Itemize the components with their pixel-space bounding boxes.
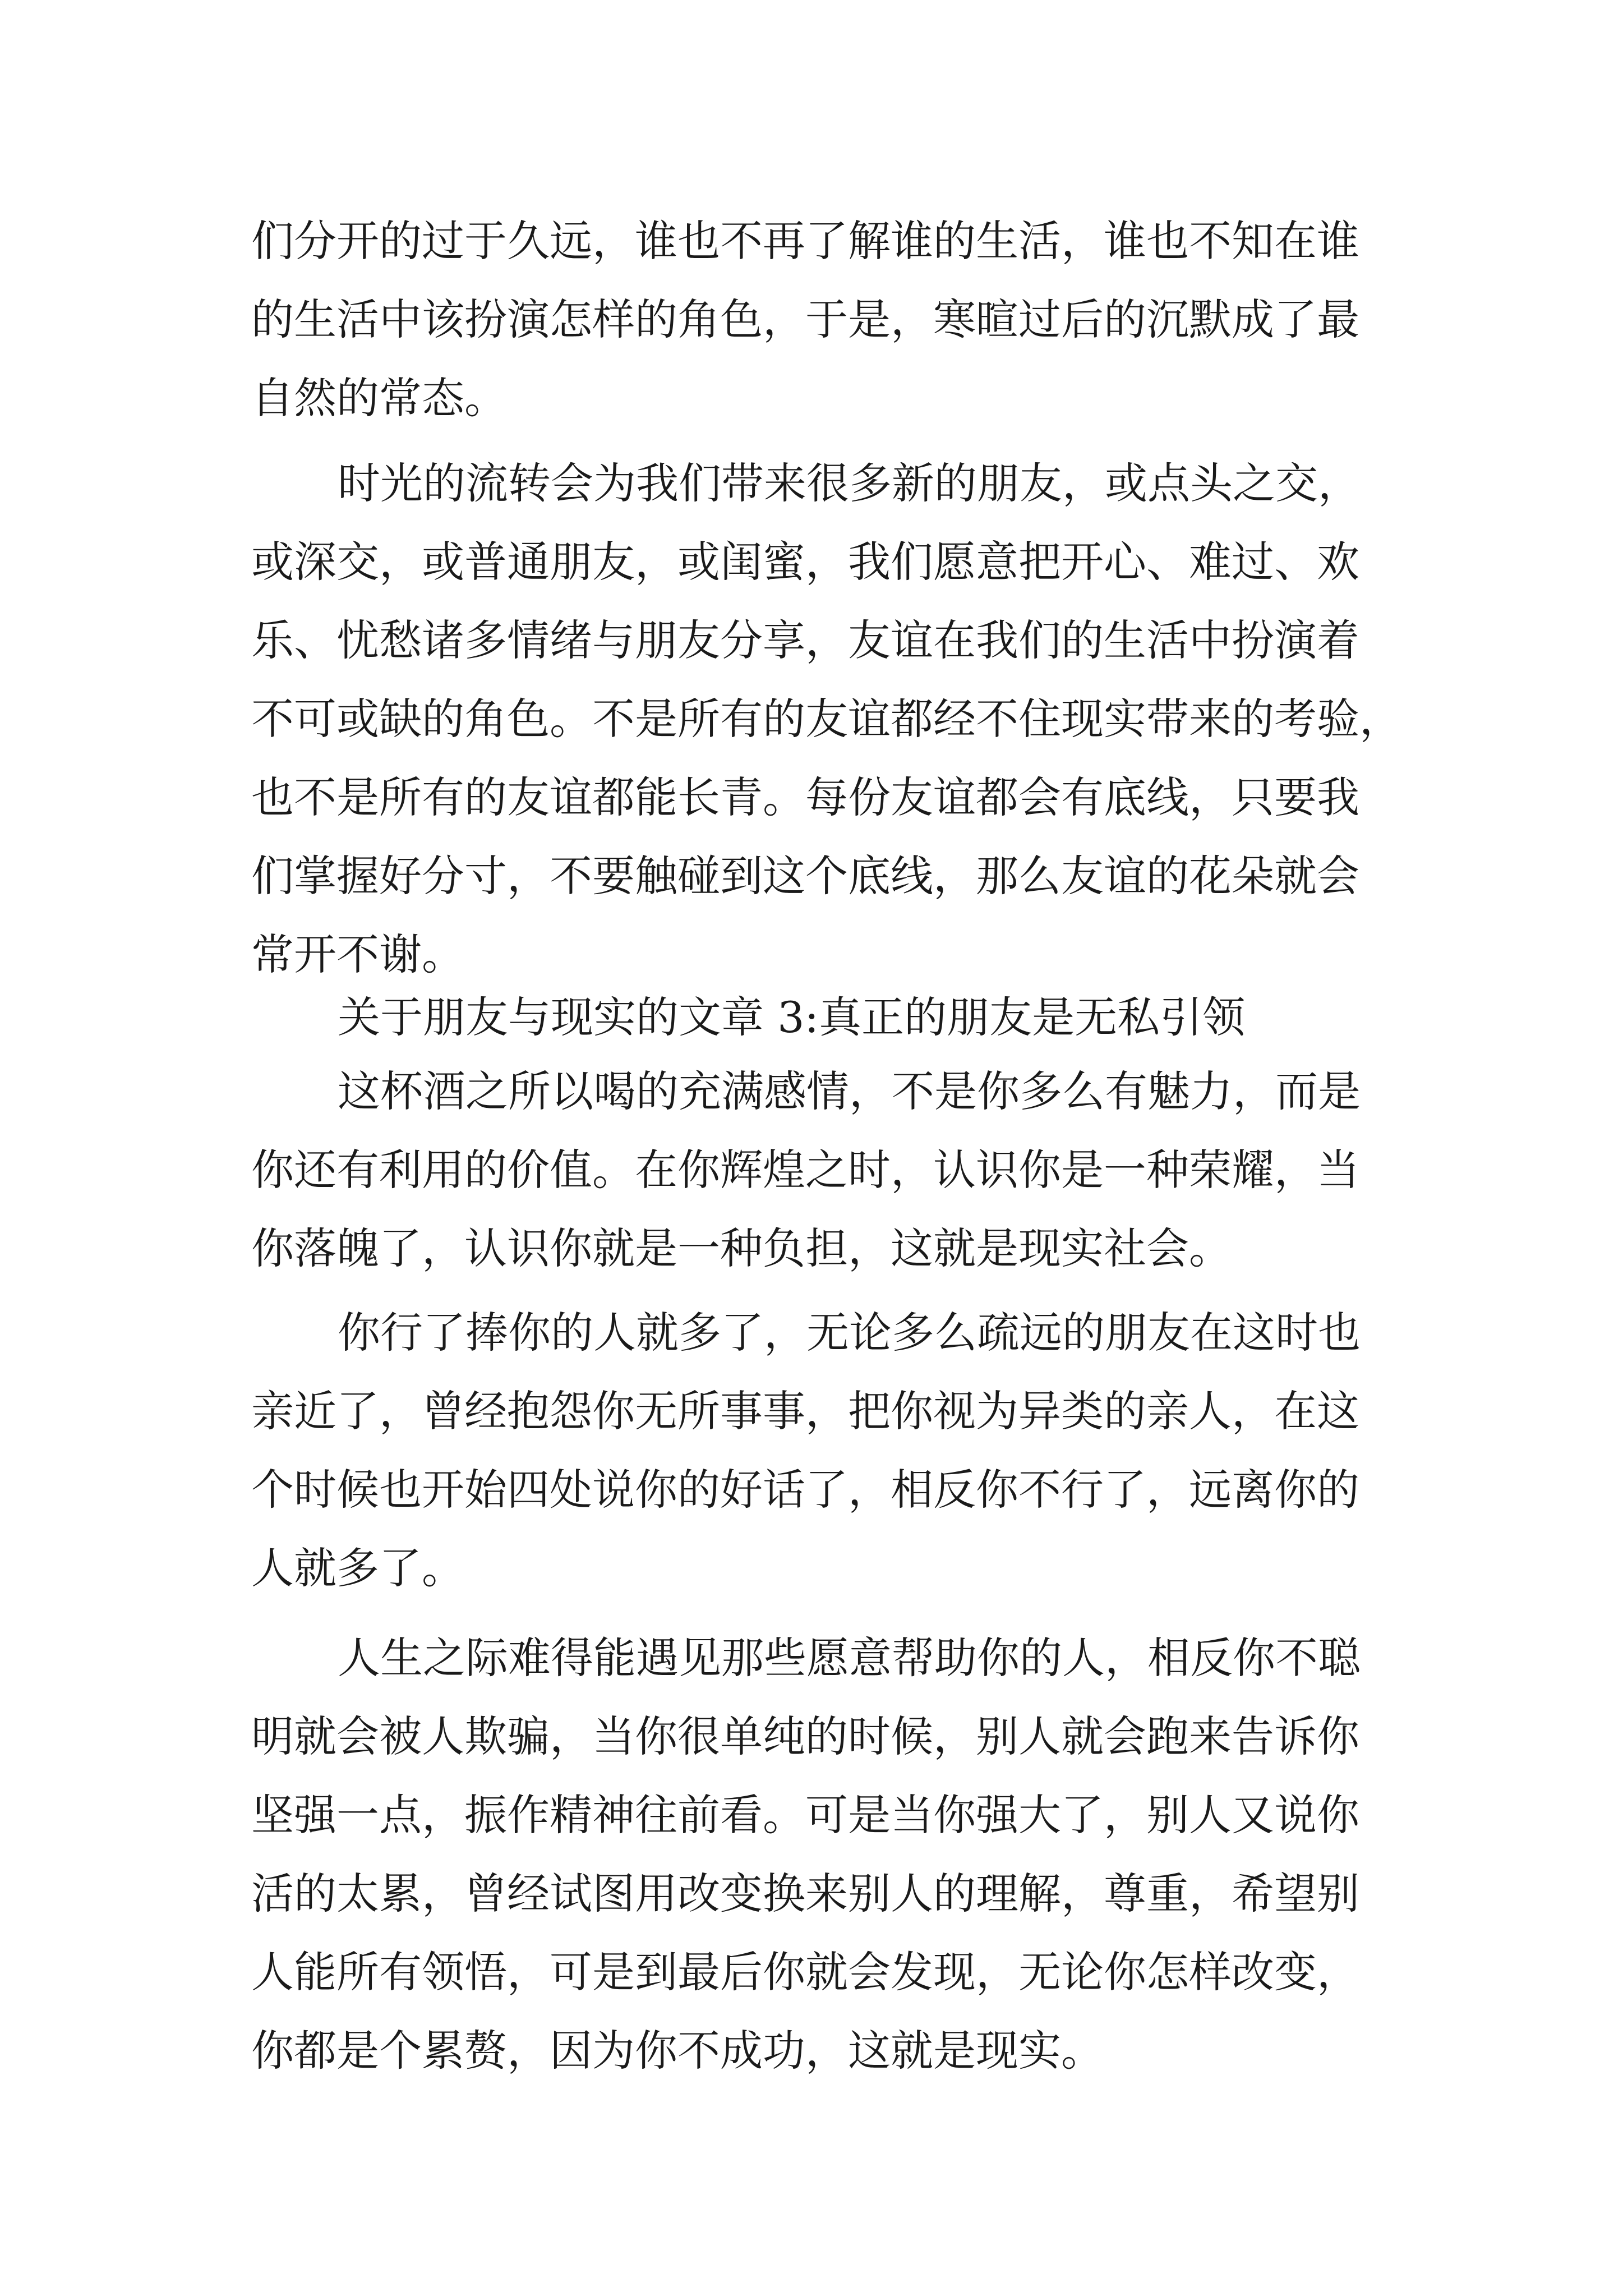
- text-line: 你都是个累赘，因为你不成功，这就是现实。: [251, 2026, 1104, 2076]
- text-line: 明就会被人欺骗，当你很单纯的时候，别人就会跑来告诉你: [251, 1711, 1359, 1761]
- text-line: 的生活中该扮演怎样的角色，于是，寒暄过后的沉默成了最: [251, 295, 1359, 344]
- text-line: 亲近了，曾经抱怨你无所事事，把你视为异类的亲人，在这: [251, 1386, 1359, 1436]
- text-line: 不可或缺的角色。不是所有的友谊都经不住现实带来的考验，: [251, 694, 1402, 744]
- text-line: 活的太累，曾经试图用改变换来别人的理解，尊重，希望别: [251, 1869, 1359, 1918]
- text-line: 你还有利用的价值。在你辉煌之时，认识你是一种荣耀，当: [251, 1145, 1359, 1195]
- text-line: 这杯酒之所以喝的充满感情，不是你多么有魅力，而是: [338, 1066, 1361, 1116]
- text-line: 人能所有领悟，可是到最后你就会发现，无论你怎样改变，: [251, 1947, 1359, 1997]
- text-line: 时光的流转会为我们带来很多新的朋友，或点头之交，: [338, 458, 1361, 508]
- text-line: 自然的常态。: [251, 373, 507, 423]
- text-line: 常开不谢。: [251, 930, 464, 979]
- section-heading: 关于朋友与现实的文章 3:真正的朋友是无私引领: [338, 992, 1246, 1042]
- text-line: 或深交，或普通朋友，或闺蜜，我们愿意把开心、难过、欢: [251, 537, 1359, 587]
- text-line: 你落魄了，认识你就是一种负担，这就是现实社会。: [251, 1223, 1232, 1273]
- text-line: 人生之际难得能遇见那些愿意帮助你的人，相反你不聪: [338, 1633, 1361, 1683]
- text-line: 们掌握好分寸，不要触碰到这个底线，那么友谊的花朵就会: [251, 851, 1359, 901]
- text-line: 也不是所有的友谊都能长青。每份友谊都会有底线，只要我: [251, 772, 1359, 822]
- text-line: 个时候也开始四处说你的好话了，相反你不行了，远离你的: [251, 1465, 1359, 1515]
- text-line: 坚强一点，振作精神往前看。可是当你强大了，别人又说你: [251, 1790, 1359, 1840]
- text-line: 你行了捧你的人就多了，无论多么疏远的朋友在这时也: [338, 1308, 1361, 1358]
- text-line: 人就多了。: [251, 1543, 464, 1593]
- text-line: 们分开的过于久远，谁也不再了解谁的生活，谁也不知在谁: [251, 216, 1359, 266]
- text-line: 乐、忧愁诸多情绪与朋友分享，友谊在我们的生活中扮演着: [251, 615, 1359, 665]
